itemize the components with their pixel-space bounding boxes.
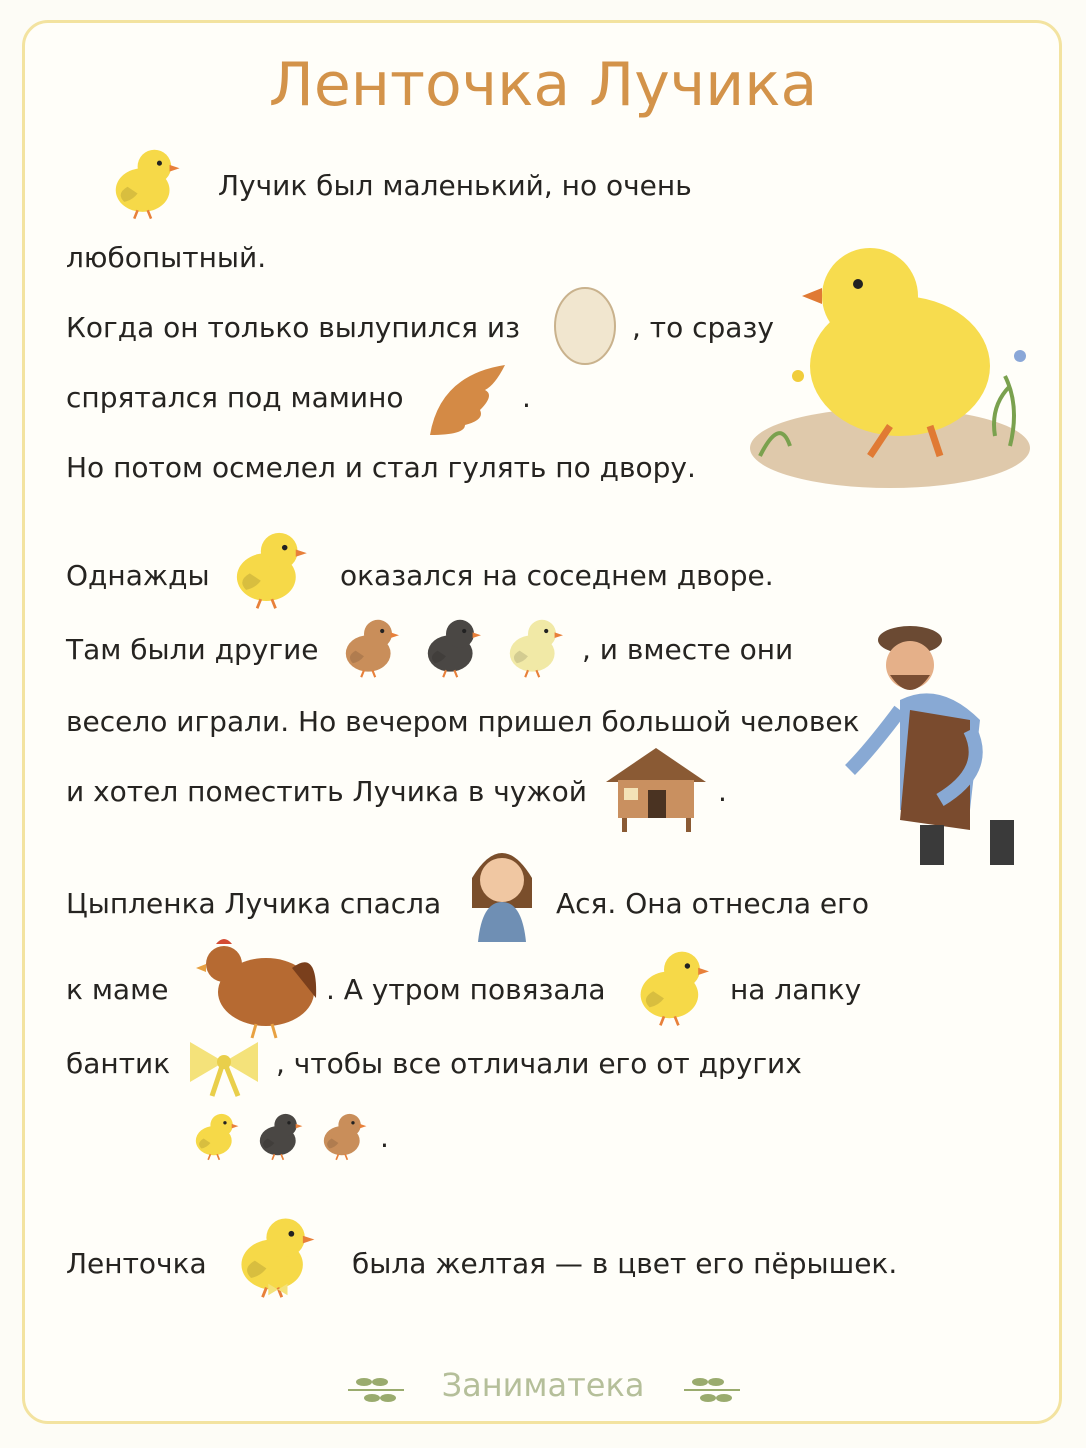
story-line-4b: .	[522, 381, 531, 414]
story-line-7a: Там были другие	[66, 633, 319, 666]
story-line-8: весело играли. Но вечером пришел большой человек	[66, 705, 860, 738]
farmer-illustration	[840, 620, 1040, 870]
story-line-10b: Ася. Она отнесла его	[556, 887, 869, 920]
egg-icon	[552, 280, 618, 366]
chick-icon	[628, 936, 718, 1032]
story-line-9b: .	[718, 775, 727, 808]
story-line-6a: Однажды	[66, 559, 210, 592]
story-line-13: .	[380, 1121, 389, 1154]
story-line-12b: , чтобы все отличали его от других	[276, 1047, 802, 1080]
story-line-10a: Цыпленка Лучика спасла	[66, 887, 442, 920]
black-chick-icon	[418, 604, 488, 686]
girl-icon	[462, 838, 542, 942]
hen-icon	[196, 928, 320, 1040]
story-line-14b: была желтая — в цвет его пёрышек.	[352, 1247, 898, 1280]
brown-chick-icon	[336, 604, 406, 686]
story-line-11a: к маме	[66, 973, 169, 1006]
story-line-9a: и хотел поместить Лучика в чужой	[66, 775, 587, 808]
story-line-12a: бантик	[66, 1047, 171, 1080]
black-chick-icon	[252, 1102, 308, 1166]
story-line-11b: . А утром повязала	[326, 973, 606, 1006]
story-line-6b: оказался на соседнем дворе.	[340, 559, 774, 592]
story-line-3a: Когда он только вылупился из	[66, 311, 520, 344]
brown-chick-icon	[316, 1102, 372, 1166]
story-line-7b: , и вместе они	[582, 633, 794, 666]
footer-brand: Заниматека	[441, 1366, 645, 1404]
story-line-3b: , то сразу	[632, 311, 774, 344]
story-line-11c: на лапку	[730, 973, 862, 1006]
wing-icon	[420, 360, 510, 440]
chick-illustration	[740, 236, 1040, 496]
story-line-1: Лучик был маленький, но очень	[218, 169, 692, 202]
house-icon	[600, 744, 712, 834]
story-line-5: Но потом осмелел и стал гулять по двору.	[66, 451, 696, 484]
story-line-14a: Ленточка	[66, 1247, 207, 1280]
story-line-2: любопытный.	[66, 241, 267, 274]
chick-icon	[224, 514, 316, 618]
page-title: Ленточка Лучика	[268, 50, 818, 120]
pale-chick-icon	[500, 604, 570, 686]
chick-with-ribbon-icon	[228, 1200, 324, 1306]
chick-icon	[188, 1102, 244, 1166]
bow-icon	[182, 1034, 266, 1098]
story-line-4a: спрятался под мамино	[66, 381, 404, 414]
leaf-right-icon	[682, 1370, 742, 1404]
chick-icon	[104, 130, 188, 230]
